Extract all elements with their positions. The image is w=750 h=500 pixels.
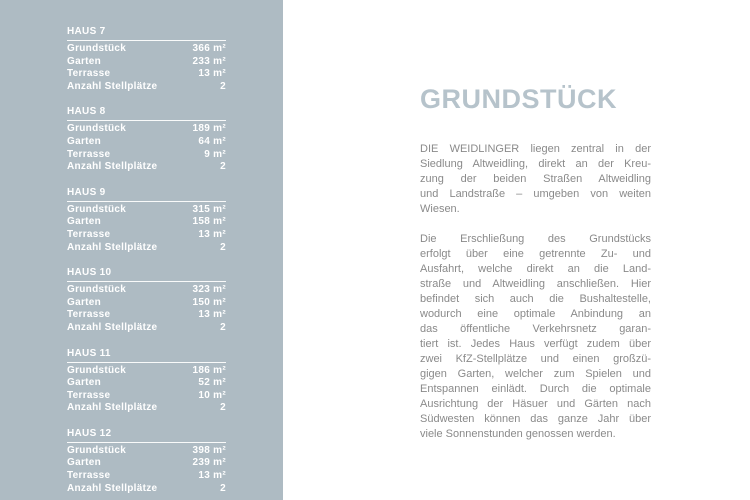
row-value: 9 m² — [204, 148, 226, 160]
table-row — [67, 81, 226, 94]
row-label: Anzahl Stellplätze — [67, 161, 158, 173]
haus-block — [67, 26, 226, 93]
row-label: Anzahl Stellplätze — [67, 402, 158, 414]
haus-title: HAUS 8 — [67, 106, 226, 121]
row-label: Garten — [67, 55, 102, 67]
row-label: Anzahl Stellplätze — [67, 482, 158, 494]
text-line: wodurch eine optimale Anbindung an — [420, 308, 651, 320]
row-label: Grundstück — [67, 43, 127, 54]
haus-block — [67, 428, 226, 495]
haus-block — [67, 267, 226, 334]
text-line: Entspannen einlädt. Durch die optimale — [420, 383, 651, 395]
haus-title: HAUS 9 — [67, 187, 226, 202]
table-row — [67, 136, 226, 149]
body-paragraph — [420, 142, 651, 217]
haus-block — [67, 348, 226, 415]
haus-table-list — [67, 26, 283, 495]
table-row — [67, 123, 226, 136]
row-label: Grundstück — [67, 364, 127, 376]
text-line: erfolgt über eine getrennte Zu- und — [420, 248, 651, 260]
table-row — [67, 445, 226, 458]
text-line: Südwesten können das ganze Jahr über — [420, 413, 651, 425]
table-row — [67, 309, 226, 322]
body-paragraph — [420, 232, 651, 442]
text-line: Ausfahrt, welche direkt an die Land- — [420, 263, 651, 275]
row-label: Terrasse — [67, 68, 111, 80]
row-value: 13 m² — [198, 309, 226, 321]
text-line: Siedlung Altweidling, direkt an der Kreu- — [420, 158, 651, 170]
table-row — [67, 149, 226, 162]
row-value: 2 — [220, 80, 226, 92]
row-label: Anzahl Stellplätze — [67, 80, 158, 92]
text-line: Ausrichtung der Häsuer und Gärten nach — [420, 398, 651, 410]
property-data-panel — [0, 0, 283, 500]
row-label: Terrasse — [67, 389, 111, 401]
row-label: Grundstück — [67, 203, 127, 215]
row-label: Grundstück — [67, 123, 127, 135]
row-label: Garten — [67, 135, 102, 147]
row-value: 366 m² — [192, 43, 226, 54]
table-row — [67, 242, 226, 255]
row-value: 2 — [220, 402, 226, 414]
text-line: tiert ist. Jedes Haus verfügt zudem über — [420, 338, 651, 350]
table-row — [67, 390, 226, 403]
row-label: Grundstück — [67, 444, 127, 456]
table-row — [67, 161, 226, 174]
table-row — [67, 470, 226, 483]
table-row — [67, 377, 226, 390]
table-row — [67, 229, 226, 242]
text-line: befindet sich auch die Bushaltestelle, — [420, 293, 651, 305]
text-line: zwei KfZ-Stellplätze und einen großzü- — [420, 353, 651, 365]
row-label: Garten — [67, 457, 102, 469]
row-value: 189 m² — [192, 123, 226, 135]
row-value: 2 — [220, 241, 226, 253]
row-value: 158 m² — [192, 216, 226, 228]
text-line: Die Erschließung des Grundstücks — [420, 233, 651, 245]
row-value: 323 m² — [192, 284, 226, 296]
row-value: 13 m² — [198, 68, 226, 80]
table-row — [67, 216, 226, 229]
row-value: 13 m² — [198, 228, 226, 240]
haus-block — [67, 106, 226, 173]
row-label: Terrasse — [67, 148, 111, 160]
table-row — [67, 56, 226, 69]
table-row — [67, 43, 226, 56]
row-label: Anzahl Stellplätze — [67, 241, 158, 253]
row-value: 13 m² — [198, 470, 226, 482]
table-row — [67, 483, 226, 496]
table-row — [67, 402, 226, 415]
row-value: 52 m² — [198, 377, 226, 389]
haus-block — [67, 187, 226, 254]
table-row — [67, 284, 226, 297]
row-label: Garten — [67, 216, 102, 228]
haus-title: HAUS 10 — [67, 267, 226, 282]
table-row — [67, 68, 226, 81]
row-label: Terrasse — [67, 228, 111, 240]
page-title: GRUNDSTÜCK — [420, 84, 617, 114]
text-line: gigen Garten, welcher zum Spielen und — [420, 368, 651, 380]
text-line: Wiesen. — [420, 203, 460, 215]
table-row — [67, 204, 226, 217]
row-value: 233 m² — [192, 55, 226, 67]
table-row — [67, 322, 226, 335]
table-row — [67, 297, 226, 310]
body-text — [420, 142, 651, 442]
row-label: Terrasse — [67, 470, 111, 482]
row-value: 2 — [220, 161, 226, 173]
text-line: straße und Altweidling anschließen. Hier — [420, 278, 651, 290]
content-area — [420, 84, 651, 457]
row-value: 2 — [220, 321, 226, 333]
row-label: Terrasse — [67, 309, 111, 321]
row-value: 186 m² — [192, 364, 226, 376]
text-line: viele Sonnenstunden genossen werden. — [420, 428, 616, 440]
row-value: 315 m² — [192, 203, 226, 215]
row-value: 150 m² — [192, 296, 226, 308]
row-label: Garten — [67, 377, 102, 389]
row-value: 239 m² — [192, 457, 226, 469]
haus-title: HAUS 11 — [67, 348, 226, 363]
text-line: und Landstraße – umgeben von weiten — [420, 188, 651, 200]
row-value: 64 m² — [198, 135, 226, 147]
text-line: zung der beiden Straßen Altweidling — [420, 173, 651, 185]
text-line: das öffentliche Verkehrsnetz garan- — [420, 323, 651, 335]
row-label: Anzahl Stellplätze — [67, 321, 158, 333]
row-label: Garten — [67, 296, 102, 308]
table-row — [67, 365, 226, 378]
haus-title: HAUS 7 — [67, 26, 226, 41]
row-value: 2 — [220, 482, 226, 494]
row-label: Grundstück — [67, 284, 127, 296]
row-value: 10 m² — [198, 389, 226, 401]
row-value: 398 m² — [192, 444, 226, 456]
text-line: DIE WEIDLINGER liegen zentral in der — [420, 143, 651, 155]
table-row — [67, 457, 226, 470]
haus-title: HAUS 12 — [67, 428, 226, 443]
